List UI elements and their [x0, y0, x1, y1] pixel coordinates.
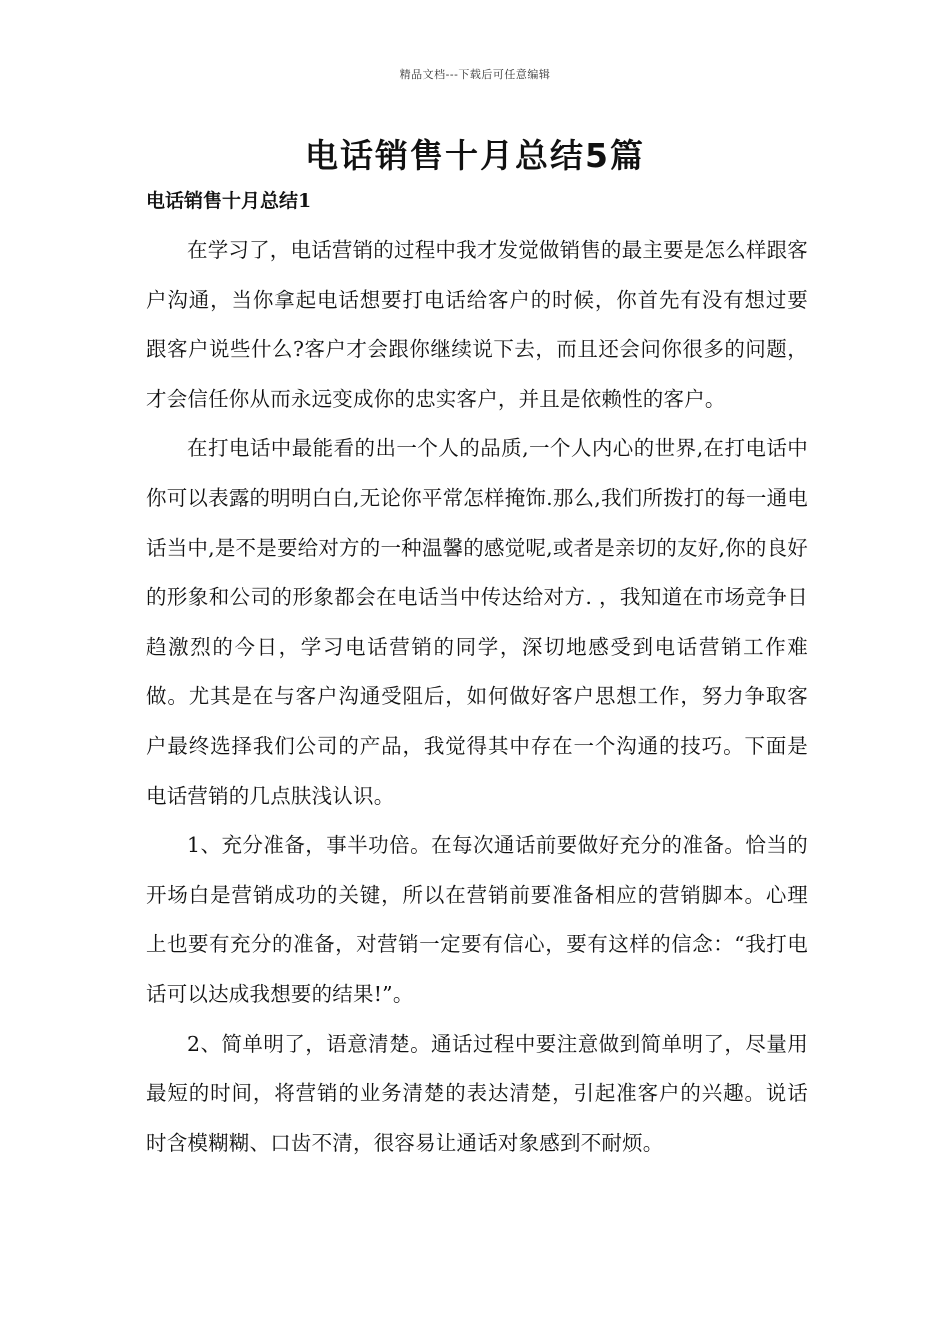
section-heading: 电话销售十月总结1 — [146, 190, 312, 212]
paragraph: 在学习了，电话营销的过程中我才发觉做销售的最主要是怎么样跟客户沟通，当你拿起电话想要打电话给客户的时候，你首先有没有想过要跟客户说些什么?客户才会跟你继续说下去，而且还会问你很多的问题，才会信任你从而永远变成你的忠实客户，并且是依赖性的客户。 — [146, 238, 808, 411]
paragraph: 在打电话中最能看的出一个人的品质,一个人内心的世界,在打电话中你可以表露的明明白白,无论你平常怎样掩饰.那么,我们所拨打的每一通电话当中,是不是要给对方的一种温馨的感觉呢,或者是亲切的友好,你的良好的形象和公司的形象都会在电话当中传达给对方. ，我知道在市场竞争日趋激烈的今日，学习电话营销的同学，深切地感受到电话营销工作难做。尤其是在与客户沟通受阻后，如何做好客户思想工作，努力争取客户最终选择我们公司的产品，我觉得其中存在一个沟通的技巧。下面是电话营销的几点肤浅认识。 — [146, 436, 808, 808]
paragraph: 1、充分准备，事半功倍。在每次通话前要做好充分的准备。恰当的开场白是营销成功的关键，所以在营销前要准备相应的营销脚本。心理上也要有充分的准备，对营销一定要有信心，要有这样的信念：“我打电话可以达成我想要的结果!”。 — [146, 833, 808, 1006]
paragraph: 2、简单明了，语意清楚。通话过程中要注意做到简单明了，尽量用最短的时间，将营销的业务清楚的表达清楚，引起准客户的兴趣。说话时含模糊糊、口齿不清，很容易让通话对象感到不耐烦。 — [146, 1031, 808, 1155]
header-note: 精品文档---下载后可任意编辑 — [399, 68, 551, 81]
body-text — [146, 226, 808, 1168]
document-title: 电话销售十月总结5篇 — [305, 136, 645, 175]
